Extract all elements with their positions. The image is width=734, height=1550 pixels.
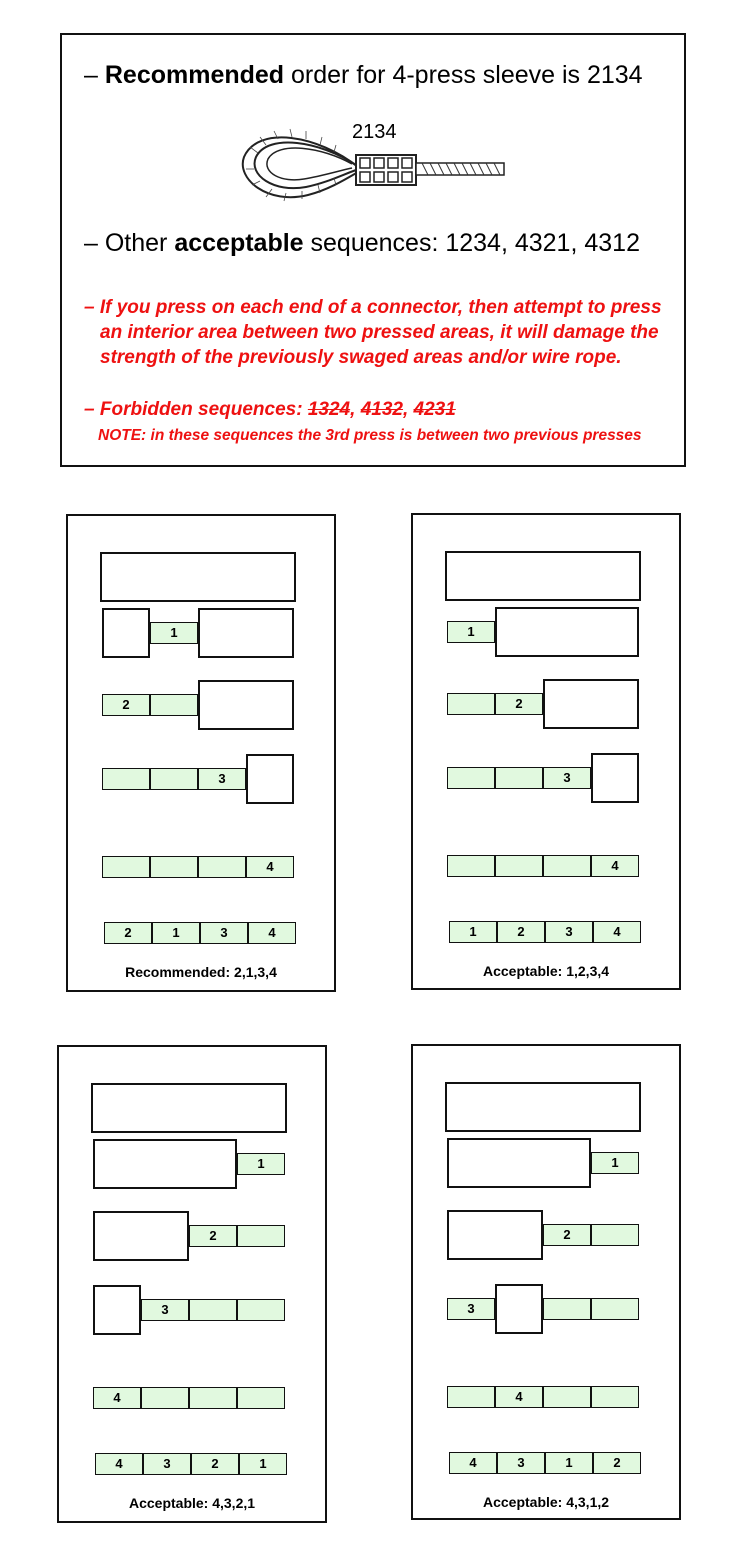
forbidden-seq-1: 1324 bbox=[307, 399, 351, 420]
pressed-section bbox=[189, 1299, 237, 1321]
pressed-section: 4 bbox=[591, 855, 639, 877]
pressed-section: 2 bbox=[102, 694, 150, 716]
sequence-panel bbox=[411, 513, 681, 990]
forbidden-note: NOTE: in these sequences the 3rd press is between two previous presses bbox=[98, 427, 642, 444]
instructions-box bbox=[60, 33, 686, 467]
unpressed-sleeve bbox=[91, 1083, 287, 1133]
final-press-label: 1 bbox=[449, 921, 497, 943]
pressed-section: 3 bbox=[141, 1299, 189, 1321]
unpressed-section bbox=[447, 1138, 591, 1188]
final-press-label: 4 bbox=[95, 1453, 143, 1475]
recommended-line bbox=[84, 61, 643, 90]
forbidden-label: Forbidden sequences: bbox=[99, 399, 303, 420]
unpressed-sleeve bbox=[100, 552, 296, 602]
pressed-section bbox=[543, 855, 591, 877]
warning-line-2: an interior area between two pressed areas, it will damage the bbox=[100, 322, 659, 343]
unpressed-section bbox=[93, 1211, 189, 1261]
acceptable-text: sequences: 1234, 4321, 4312 bbox=[303, 229, 640, 257]
final-press-label: 4 bbox=[593, 921, 641, 943]
sequence-panel bbox=[57, 1045, 327, 1523]
pressed-section bbox=[237, 1225, 285, 1247]
pressed-section bbox=[591, 1386, 639, 1408]
unpressed-section bbox=[93, 1139, 237, 1189]
final-press-label: 3 bbox=[545, 921, 593, 943]
forbidden-seq-2: 4132 bbox=[360, 399, 403, 420]
final-press-label: 2 bbox=[593, 1452, 641, 1474]
unpressed-section bbox=[93, 1285, 141, 1335]
pressed-section bbox=[150, 694, 198, 716]
pressed-section: 3 bbox=[447, 1298, 495, 1320]
pressed-section bbox=[150, 856, 198, 878]
unpressed-sleeve bbox=[445, 1082, 641, 1132]
pressed-section bbox=[543, 1386, 591, 1408]
warning-line-3: strength of the previously swaged areas and/or wire rope. bbox=[100, 347, 622, 368]
pressed-section bbox=[198, 856, 246, 878]
recommended-bold: Recommended bbox=[104, 61, 285, 89]
pressed-section bbox=[141, 1387, 189, 1409]
unpressed-section bbox=[495, 1284, 543, 1334]
unpressed-section bbox=[591, 753, 639, 803]
panel-caption: Acceptable: 4,3,1,2 bbox=[482, 1494, 610, 1510]
unpressed-section bbox=[543, 679, 639, 729]
pressed-section bbox=[591, 1224, 639, 1246]
panel-caption: Acceptable: 1,2,3,4 bbox=[482, 963, 610, 979]
pressed-section bbox=[495, 855, 543, 877]
final-press-label: 3 bbox=[200, 922, 248, 944]
pressed-section: 1 bbox=[447, 621, 495, 643]
final-press-label: 1 bbox=[152, 922, 200, 944]
pressed-section bbox=[447, 693, 495, 715]
pressed-section bbox=[237, 1387, 285, 1409]
final-press-label: 4 bbox=[248, 922, 296, 944]
unpressed-section bbox=[447, 1210, 543, 1260]
pressed-section bbox=[447, 855, 495, 877]
final-press-label: 1 bbox=[545, 1452, 593, 1474]
final-press-label: 2 bbox=[497, 921, 545, 943]
thimble-sequence-label: 2134 bbox=[352, 121, 397, 143]
unpressed-section bbox=[495, 607, 639, 657]
pressed-section bbox=[447, 767, 495, 789]
sequence-panel bbox=[411, 1044, 681, 1520]
forbidden-sep-1: , bbox=[350, 399, 361, 420]
acceptable-line bbox=[84, 229, 640, 258]
final-press-label: 2 bbox=[104, 922, 152, 944]
acceptable-bold: acceptable bbox=[174, 229, 304, 257]
warning-line-1: – If you press on each end of a connector, then attempt to press bbox=[84, 297, 662, 318]
pressed-section bbox=[150, 768, 198, 790]
pressed-section bbox=[447, 1386, 495, 1408]
pressed-section: 4 bbox=[246, 856, 294, 878]
pressed-section: 3 bbox=[543, 767, 591, 789]
sequence-panel bbox=[66, 514, 336, 992]
recommended-text: order for 4-press sleeve is 2134 bbox=[284, 61, 643, 89]
pressed-section: 2 bbox=[543, 1224, 591, 1246]
pressed-section: 2 bbox=[189, 1225, 237, 1247]
pressed-section: 3 bbox=[198, 768, 246, 790]
unpressed-section bbox=[198, 608, 294, 658]
pressed-section: 1 bbox=[237, 1153, 285, 1175]
final-press-label: 2 bbox=[191, 1453, 239, 1475]
unpressed-section bbox=[102, 608, 150, 658]
dash: – bbox=[84, 61, 105, 89]
pressed-section bbox=[591, 1298, 639, 1320]
pressed-section bbox=[495, 767, 543, 789]
pressed-section: 4 bbox=[93, 1387, 141, 1409]
pressed-section bbox=[102, 856, 150, 878]
forbidden-line bbox=[84, 399, 456, 421]
panel-caption: Recommended: 2,1,3,4 bbox=[125, 964, 277, 980]
acceptable-prefix: – Other bbox=[84, 229, 175, 257]
unpressed-section bbox=[246, 754, 294, 804]
final-press-label: 1 bbox=[239, 1453, 287, 1475]
final-press-label: 3 bbox=[497, 1452, 545, 1474]
final-press-label: 3 bbox=[143, 1453, 191, 1475]
pressed-section bbox=[543, 1298, 591, 1320]
warning-text bbox=[84, 295, 662, 370]
panel-caption: Acceptable: 4,3,2,1 bbox=[128, 1495, 256, 1511]
unpressed-sleeve bbox=[445, 551, 641, 601]
forbidden-seq-3: 4231 bbox=[413, 399, 456, 420]
pressed-section bbox=[189, 1387, 237, 1409]
pressed-section: 1 bbox=[150, 622, 198, 644]
forbidden-sep-2: , bbox=[402, 399, 414, 420]
final-press-label: 4 bbox=[449, 1452, 497, 1474]
forbidden-dash: – bbox=[84, 399, 100, 420]
pressed-section: 2 bbox=[495, 693, 543, 715]
pressed-section: 1 bbox=[591, 1152, 639, 1174]
pressed-section: 4 bbox=[495, 1386, 543, 1408]
unpressed-section bbox=[198, 680, 294, 730]
pressed-section bbox=[102, 768, 150, 790]
pressed-section bbox=[237, 1299, 285, 1321]
